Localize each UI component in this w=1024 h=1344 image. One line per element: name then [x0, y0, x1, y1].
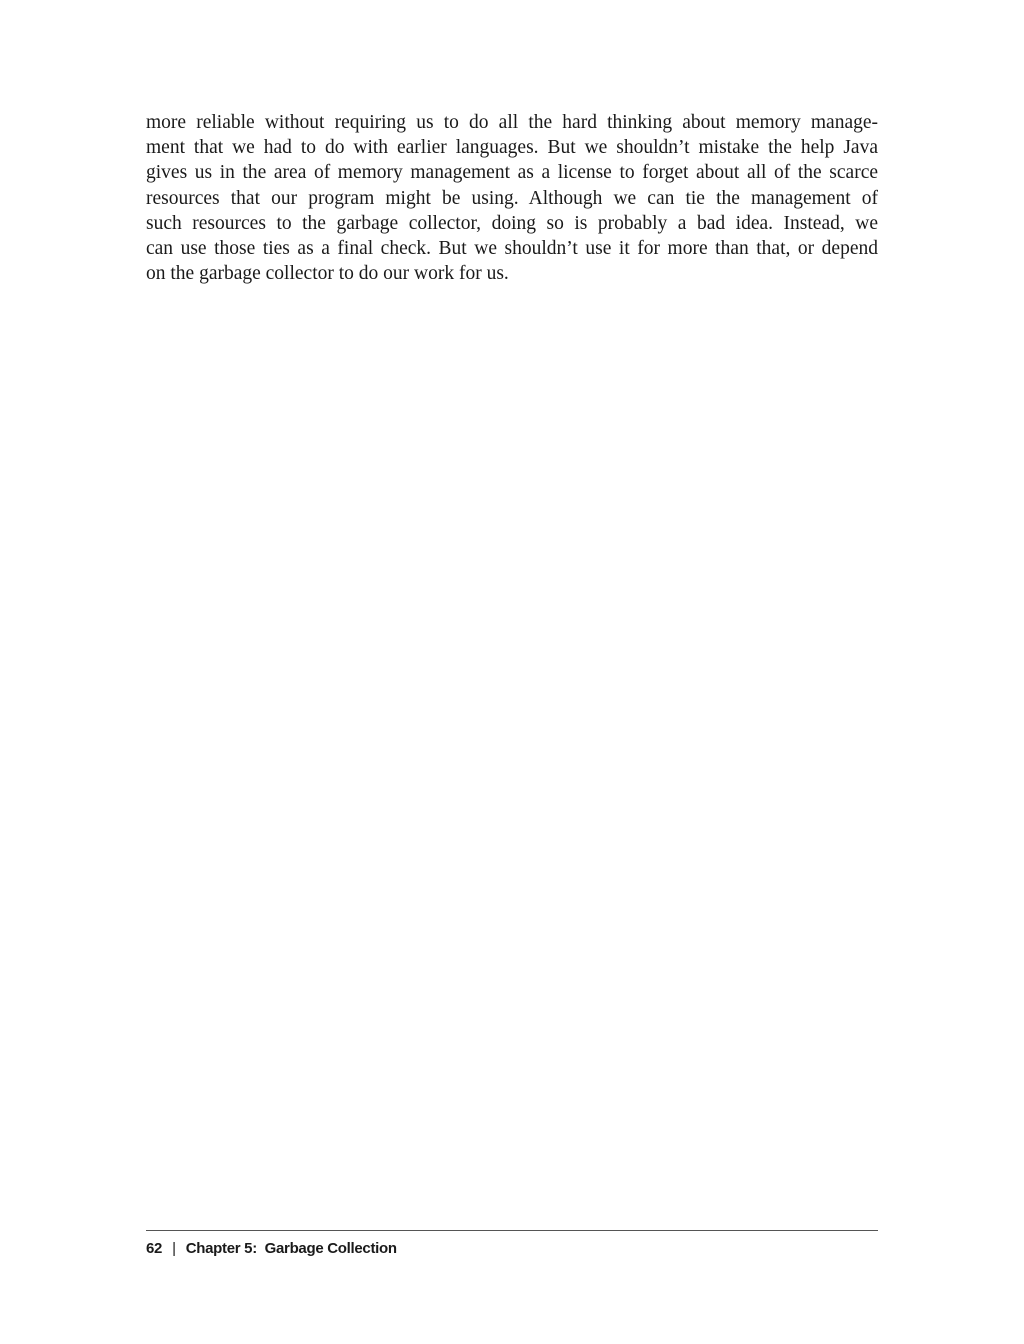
paragraph-line: ment that we had to do with earlier languages. But we shouldn’t mistake the help Java — [146, 137, 878, 159]
page-number: 62 — [146, 1240, 163, 1257]
paragraph-line: on the garbage collector to do our work for us. — [146, 263, 509, 285]
paragraph-line: resources that our program might be using. Although we can tie the management of — [146, 187, 878, 209]
paragraph-line: such resources to the garbage collector, doing so is probably a bad idea. Instead, we — [146, 212, 878, 234]
paragraph-line: gives us in the area of memory management as a license to forget about all of the scarce — [146, 162, 878, 184]
footer-separator: | — [172, 1240, 176, 1257]
paragraph-line: more reliable without requiring us to do all the hard thinking about memory manage- — [146, 112, 878, 133]
paragraph-line: can use those ties as a final check. But we shouldn’t use it for more than that, or depend — [146, 238, 878, 260]
running-footer — [146, 1240, 397, 1257]
footer-divider — [146, 1230, 878, 1231]
body-paragraph — [146, 110, 878, 286]
chapter-title: Chapter 5: Garbage Collection — [185, 1240, 397, 1257]
